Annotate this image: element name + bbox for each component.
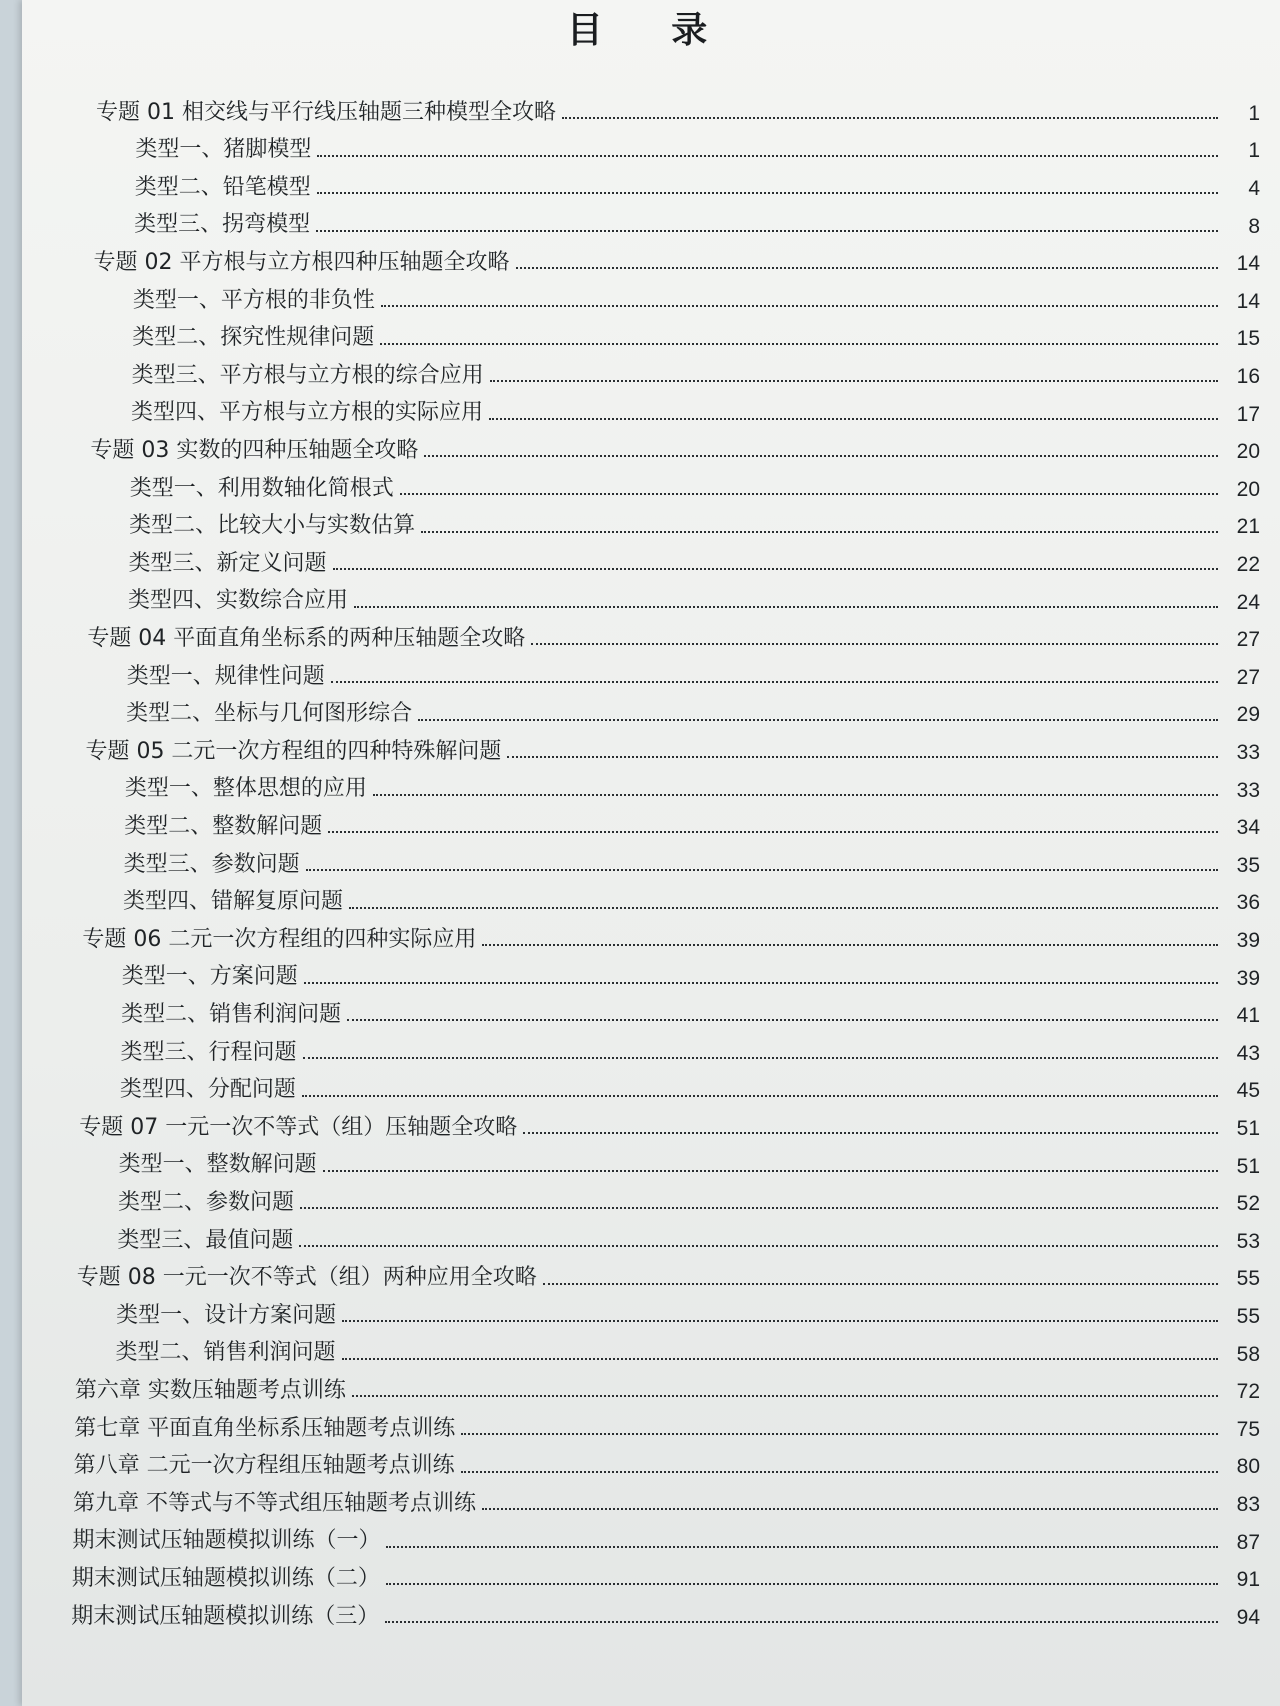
toc-entry-label: 类型二、销售利润问题 <box>121 1002 342 1027</box>
toc-page-number: 35 <box>1236 853 1260 877</box>
toc-entry-label: 类型四、实数综合应用 <box>127 588 348 614</box>
toc-page-number: 45 <box>1236 1079 1260 1103</box>
toc-page-number: 94 <box>1236 1605 1260 1629</box>
toc-topic-entry <box>74 1408 1260 1442</box>
toc-page-number: 51 <box>1236 1117 1260 1140</box>
dot-leader <box>516 267 1219 269</box>
toc-entry-label: 类型二、参数问题 <box>118 1190 295 1215</box>
toc-topic-entry <box>85 731 1260 765</box>
toc-entry-label: 类型四、错解复原问题 <box>122 889 343 915</box>
toc-subtopic-entry <box>131 393 1260 427</box>
dot-leader <box>342 1358 1218 1360</box>
toc-topic-entry <box>79 1107 1260 1141</box>
dot-leader <box>531 643 1218 645</box>
toc-subtopic-entry <box>124 806 1260 840</box>
toc-topic-entry <box>73 1483 1260 1517</box>
dot-leader <box>331 681 1218 683</box>
toc-entry-label: 类型一、整数解问题 <box>118 1152 317 1178</box>
toc-subtopic-entry <box>122 957 1260 991</box>
toc-page-number: 20 <box>1236 477 1260 501</box>
toc-subtopic-entry <box>129 506 1260 540</box>
dot-leader <box>302 1095 1218 1097</box>
toc-entry-label: 期末测试压轴题模拟训练（一） <box>72 1528 381 1554</box>
dot-leader <box>381 305 1218 307</box>
toc-topic-entry <box>82 919 1260 953</box>
toc-topic-entry <box>90 430 1260 464</box>
toc-entry-label: 专题 01 相交线与平行线压轴题三种模型全攻略 <box>96 99 556 125</box>
toc-page-number: 58 <box>1236 1342 1260 1366</box>
dot-leader <box>424 455 1218 457</box>
dot-leader <box>562 117 1218 119</box>
toc-subtopic-entry <box>117 1220 1260 1254</box>
toc-page-number: 27 <box>1236 665 1260 689</box>
toc-entry-label: 类型三、平方根与立方根的综合应用 <box>131 362 484 388</box>
dot-leader <box>418 719 1218 721</box>
toc-page-number: 21 <box>1236 515 1260 539</box>
toc-topic-entry <box>71 1596 1260 1630</box>
toc-page-number: 53 <box>1236 1229 1260 1253</box>
dot-leader <box>400 493 1218 495</box>
dot-leader <box>461 1433 1218 1435</box>
toc-page-number: 39 <box>1236 929 1260 952</box>
toc-entry-label: 专题 04 平面直角坐标系的两种压轴题全攻略 <box>87 626 526 651</box>
toc-entry-label: 类型一、设计方案问题 <box>116 1302 337 1328</box>
toc-page-number: 52 <box>1236 1192 1260 1216</box>
toc-subtopic-entry <box>127 656 1260 690</box>
toc-subtopic-entry <box>120 1070 1260 1104</box>
toc-entry-label: 第七章 平面直角坐标系压轴题考点训练 <box>74 1415 456 1441</box>
toc-page-number: 51 <box>1236 1154 1260 1178</box>
toc-entry-label: 专题 02 平方根与立方根四种压轴题全攻略 <box>93 250 510 275</box>
toc-entry-label: 类型三、参数问题 <box>123 851 300 877</box>
dot-leader <box>354 606 1218 608</box>
toc-entry-label: 类型一、规律性问题 <box>126 663 325 689</box>
toc-entry-label: 类型三、新定义问题 <box>128 550 327 576</box>
page-title: 目 录 <box>566 9 736 51</box>
toc-entry-label: 专题 08 一元一次不等式（组）两种应用全攻略 <box>76 1265 537 1291</box>
dot-leader <box>386 1583 1218 1585</box>
dot-leader <box>421 531 1218 533</box>
toc-page-number: 80 <box>1236 1455 1260 1479</box>
dot-leader <box>380 343 1218 345</box>
toc-page-number: 36 <box>1236 891 1260 915</box>
toc-subtopic-entry <box>134 205 1260 239</box>
toc-subtopic-entry <box>128 581 1260 615</box>
dot-leader <box>373 794 1218 796</box>
toc-entry-label: 类型一、方案问题 <box>121 964 298 990</box>
dot-leader <box>489 418 1218 420</box>
toc-topic-entry <box>72 1521 1260 1555</box>
dot-leader <box>342 1320 1218 1322</box>
toc-subtopic-entry <box>133 280 1260 314</box>
toc-topic-entry <box>75 1370 1260 1404</box>
dot-leader <box>316 230 1218 232</box>
toc-topic-entry <box>94 242 1260 276</box>
toc-subtopic-entry <box>130 468 1260 502</box>
toc-topic-entry <box>87 618 1260 652</box>
dot-leader <box>347 1019 1218 1021</box>
dot-leader <box>352 1395 1218 1397</box>
dot-leader <box>385 1621 1218 1623</box>
toc-subtopic-entry <box>125 769 1260 803</box>
toc-page-number: 39 <box>1236 966 1260 990</box>
dot-leader <box>306 869 1218 871</box>
toc-entry-label: 第六章 实数压轴题考点训练 <box>74 1378 346 1403</box>
toc-subtopic-entry <box>135 167 1260 201</box>
toc-entry-label: 类型二、整数解问题 <box>124 814 323 839</box>
toc-page-number: 1 <box>1248 101 1260 125</box>
dot-leader <box>303 1057 1218 1059</box>
dot-leader <box>328 831 1218 833</box>
dot-leader <box>300 1207 1218 1209</box>
toc-entry-label: 类型三、最值问题 <box>117 1227 294 1253</box>
toc-entry-label: 专题 06 二元一次方程组的四种实际应用 <box>82 926 477 952</box>
toc-topic-entry <box>74 1446 1260 1480</box>
toc-page-number: 55 <box>1236 1305 1260 1328</box>
toc-entry-label: 类型一、猪脚模型 <box>135 137 312 163</box>
dot-leader <box>299 1245 1218 1247</box>
toc-topic-entry <box>77 1258 1260 1292</box>
toc-page-number: 15 <box>1236 327 1260 351</box>
toc-page-number: 75 <box>1236 1417 1260 1441</box>
toc-page-number: 91 <box>1236 1568 1260 1592</box>
dot-leader <box>461 1471 1218 1473</box>
toc-subtopic-entry <box>129 543 1260 577</box>
toc-subtopic-entry <box>116 1295 1260 1329</box>
dot-leader <box>482 1508 1218 1510</box>
toc-entry-label: 类型一、平方根的非负性 <box>132 287 375 313</box>
toc-page-number: 24 <box>1236 590 1260 614</box>
toc-entry-label: 专题 03 实数的四种压轴题全攻略 <box>90 438 419 463</box>
dot-leader <box>349 907 1218 909</box>
dot-leader <box>507 756 1218 758</box>
toc-page-number: 14 <box>1236 289 1260 313</box>
toc-entry-label: 类型一、整体思想的应用 <box>124 776 367 802</box>
toc-subtopic-entry <box>119 1145 1260 1179</box>
toc-page-number: 20 <box>1236 440 1260 464</box>
dot-leader <box>490 380 1218 382</box>
toc-page-number: 83 <box>1236 1493 1260 1516</box>
toc-entry-label: 第九章 不等式与不等式组压轴题考点训练 <box>73 1490 477 1516</box>
toc-entry-label: 专题 05 二元一次方程组的四种特殊解问题 <box>85 738 502 764</box>
toc-page-number: 14 <box>1236 252 1260 276</box>
toc-entry-label: 第八章 二元一次方程组压轴题考点训练 <box>73 1453 455 1479</box>
toc-page-number: 33 <box>1236 741 1260 764</box>
toc-page-number: 16 <box>1236 365 1260 388</box>
toc-page-number: 87 <box>1236 1530 1260 1554</box>
toc-subtopic-entry <box>132 318 1260 352</box>
toc-page-number: 29 <box>1236 703 1260 727</box>
toc-entry-label: 期末测试压轴题模拟训练（二） <box>71 1566 380 1591</box>
toc-entry-label: 类型二、探究性规律问题 <box>132 325 375 351</box>
toc-entry-label: 类型三、拐弯模型 <box>134 212 311 238</box>
dot-leader <box>333 568 1218 570</box>
toc-page-number: 41 <box>1236 1004 1260 1028</box>
toc-page-number: 17 <box>1236 402 1260 426</box>
toc-entry-label: 类型四、平方根与立方根的实际应用 <box>131 400 484 426</box>
toc-subtopic-entry <box>116 1333 1260 1367</box>
toc-subtopic-entry <box>118 1182 1260 1216</box>
toc-page-number: 4 <box>1248 177 1260 200</box>
toc-page-number: 43 <box>1236 1041 1260 1065</box>
toc-topic-entry <box>96 92 1260 126</box>
toc-entry-label: 类型二、坐标与几何图形综合 <box>126 701 413 727</box>
toc-entry-label: 类型一、利用数轴化简根式 <box>129 475 394 501</box>
toc-entry-label: 类型二、铅笔模型 <box>134 174 311 200</box>
toc-page-number: 55 <box>1236 1267 1260 1291</box>
dot-leader <box>317 155 1218 157</box>
toc-entry-label: 类型二、比较大小与实数估算 <box>129 513 416 539</box>
toc-subtopic-entry <box>132 355 1260 389</box>
toc-entry-label: 期末测试压轴题模拟训练（三） <box>71 1603 380 1629</box>
toc-entry-label: 类型四、分配问题 <box>119 1077 296 1103</box>
toc-subtopic-entry <box>121 994 1260 1028</box>
dot-leader <box>482 944 1218 946</box>
toc-page-number: 1 <box>1248 139 1260 163</box>
dot-leader <box>304 982 1218 984</box>
toc-page-number: 33 <box>1236 778 1260 802</box>
toc-page-number: 22 <box>1236 553 1260 576</box>
toc-entry-label: 类型三、行程问题 <box>120 1039 297 1065</box>
toc-page-number: 72 <box>1236 1380 1260 1404</box>
toc-page-number: 34 <box>1236 816 1260 840</box>
dot-leader <box>543 1283 1218 1285</box>
toc-subtopic-entry <box>126 694 1260 728</box>
toc-page <box>22 0 1280 1706</box>
toc-subtopic-entry <box>124 844 1260 878</box>
toc-topic-entry <box>72 1558 1260 1592</box>
toc-subtopic-entry <box>135 130 1260 164</box>
dot-leader <box>317 192 1218 194</box>
toc-subtopic-entry <box>123 882 1260 916</box>
toc-entry-label: 专题 07 一元一次不等式（组）压轴题全攻略 <box>79 1114 518 1140</box>
dot-leader <box>523 1132 1218 1134</box>
dot-leader <box>323 1170 1218 1172</box>
toc-entry-label: 类型二、销售利润问题 <box>115 1340 336 1366</box>
dot-leader <box>386 1546 1218 1548</box>
toc-page-number: 8 <box>1248 214 1260 238</box>
toc-subtopic-entry <box>121 1032 1261 1066</box>
toc-page-number: 27 <box>1236 628 1260 652</box>
